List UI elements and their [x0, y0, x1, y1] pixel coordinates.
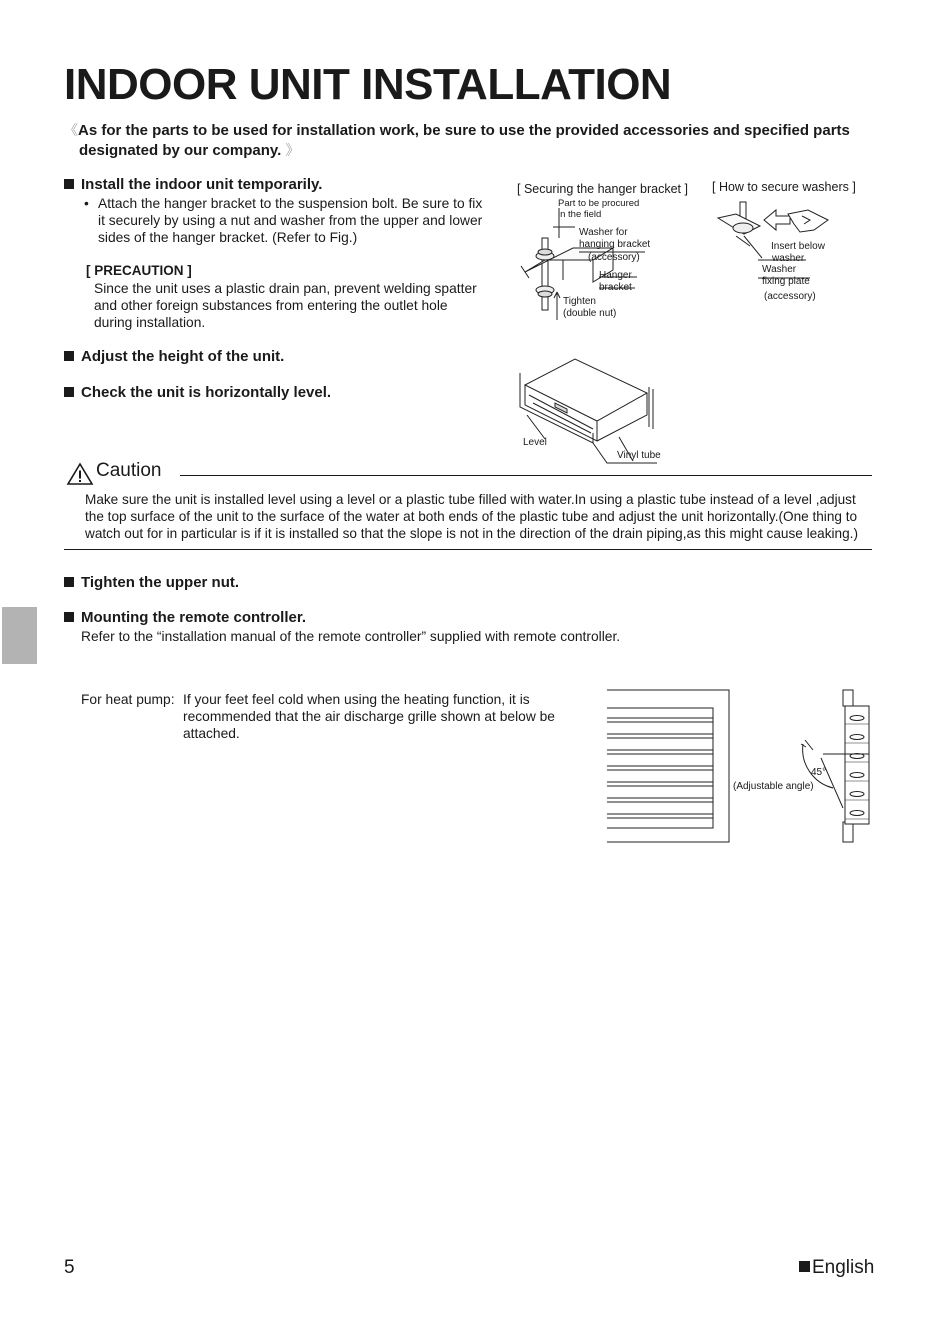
hanger-bracket-figure: [515, 180, 705, 325]
washer-label: Washer for hanging bracket (accessory): [579, 227, 651, 263]
square-bullet-icon: [64, 179, 74, 189]
square-bullet-icon: [64, 387, 74, 397]
washer-figure-title: [ How to secure washers ]: [712, 180, 856, 194]
bracket-label: Hanger bracket: [599, 270, 632, 293]
bullet-dot: •: [84, 196, 89, 211]
language-indicator: [799, 1257, 874, 1279]
caution-heading: Caution: [96, 460, 162, 481]
precaution-text: [94, 280, 514, 331]
precaution-line-2: and other foreign substances from entering the outlet hole: [94, 298, 448, 313]
section-tighten-heading: [64, 574, 239, 592]
tighten-heading-text: Tighten the upper nut.: [81, 574, 240, 591]
warning-triangle-icon: [66, 462, 94, 486]
fixing-plate-label: Washer fixing plate: [762, 264, 810, 287]
section-remote-heading: [64, 609, 306, 627]
close-quote-mark: 》: [285, 141, 300, 158]
square-bullet-icon: [64, 351, 74, 361]
angle-label: 45°: [811, 767, 827, 778]
caution-bottom-rule: [64, 549, 872, 550]
square-bullet-icon: [64, 577, 74, 587]
caution-top-rule: [180, 475, 872, 476]
remote-heading-text: Mounting the remote controller.: [81, 609, 307, 626]
washer-securing-figure: [710, 180, 880, 310]
unit-level-drawing: [515, 355, 675, 465]
section-adjust-heading: [64, 348, 284, 366]
adjust-heading-text: Adjust the height of the unit.: [81, 348, 285, 365]
heat-pump-label: For heat pump:: [81, 692, 175, 707]
level-check-figure: [515, 355, 675, 465]
install-line-2: it securely by using a nut and washer from the upper and lower: [98, 213, 483, 228]
caution-text: [85, 491, 885, 542]
install-instructions: [84, 195, 504, 246]
caution-line-1: Make sure the unit is installed level using a level or a plastic tube filled with water.In using a plastic tube instead of a level ,adjust: [85, 492, 856, 507]
caution-header: [66, 460, 162, 489]
intro-note: [64, 121, 894, 160]
insert-below-label: Insert below washer: [771, 241, 825, 264]
caution-line-2: the top surface of the unit to the surface of the water at both ends of the plastic tube and adjust the unit horizontally.(One thing to: [85, 509, 858, 524]
intro-line-1: As for the parts to be used for installation work, be sure to use the provided accessories and specified parts: [78, 122, 850, 139]
heat-pump-line-1: If your feet feel cold when using the heating function, it is: [183, 692, 530, 707]
page-side-tab: [2, 607, 37, 664]
precaution-heading: [ PRECAUTION ]: [86, 263, 192, 278]
precaution-line-3: during installation.: [94, 315, 206, 330]
hanger-figure-title: [ Securing the hanger bracket ]: [517, 182, 688, 196]
section-check-heading: [64, 384, 331, 402]
intro-line-2: designated by our company.: [79, 141, 282, 159]
open-quote-mark: 《: [64, 122, 78, 138]
level-label: Level: [523, 437, 547, 448]
page-title: INDOOR UNIT INSTALLATION: [64, 60, 672, 109]
grille-drawing: [607, 688, 877, 848]
square-bullet-icon: [799, 1261, 810, 1272]
tighten-label: Tighten (double nut): [563, 296, 617, 319]
check-heading-text: Check the unit is horizontally level.: [81, 384, 332, 401]
square-bullet-icon: [64, 612, 74, 622]
part-procured-label: Part to be procured in the field: [558, 198, 640, 220]
precaution-line-1: Since the unit uses a plastic drain pan, prevent welding spatter: [94, 281, 477, 296]
caution-line-3: watch out for in particular is if it is installed so that the slope is not in the direction of the drain piping,as this might cause leaking.): [85, 526, 858, 541]
adjustable-angle-label: (Adjustable angle): [733, 781, 814, 792]
discharge-grille-figure: [607, 688, 877, 848]
vinyl-tube-label: Vinyl tube: [617, 450, 661, 461]
page-number: 5: [64, 1257, 75, 1278]
install-heading-text: Install the indoor unit temporarily.: [81, 176, 323, 193]
heat-pump-line-2: recommended that the air discharge grille shown at below be: [183, 709, 555, 724]
language-label: English: [812, 1257, 875, 1278]
accessory-label: (accessory): [764, 291, 816, 302]
heat-pump-line-3: attached.: [183, 726, 240, 741]
heat-pump-text: [183, 691, 583, 742]
remote-text: Refer to the “installation manual of the remote controller” supplied with remote controller.: [81, 629, 621, 644]
install-line-3: sides of the hanger bracket. (Refer to Fig.): [98, 230, 358, 245]
install-line-1: Attach the hanger bracket to the suspension bolt. Be sure to fix: [98, 196, 483, 211]
section-install-heading: [64, 176, 322, 194]
